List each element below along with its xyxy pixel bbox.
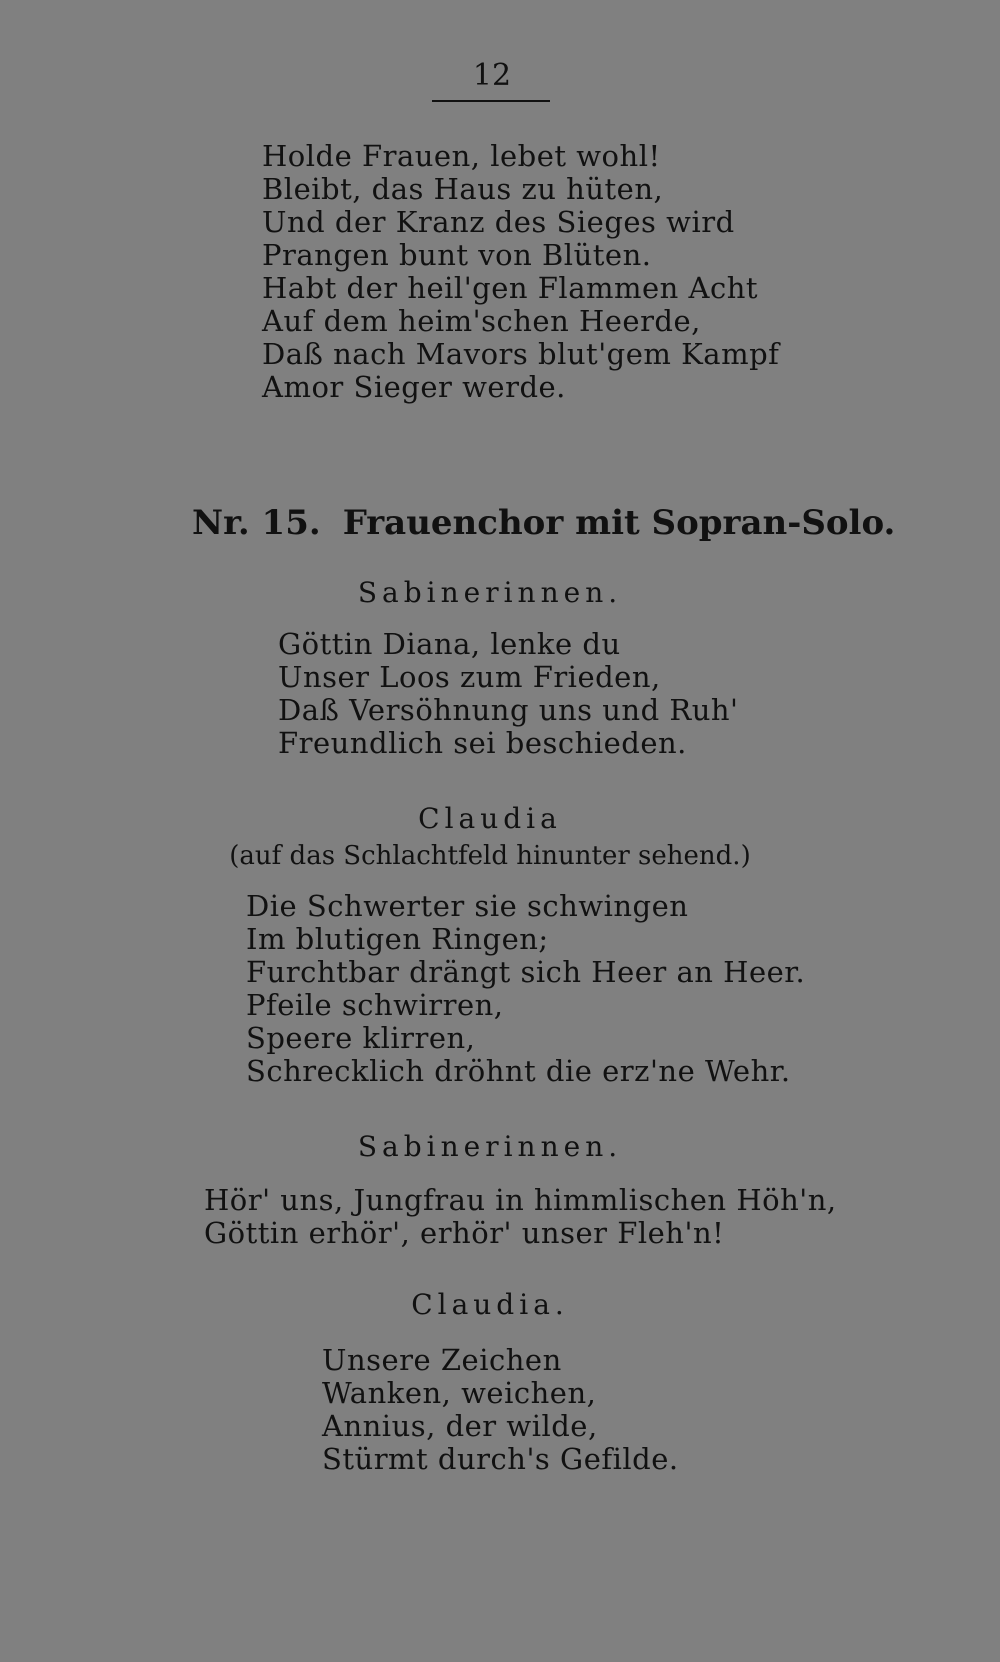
verse-line: Habt der heil'gen Flammen Acht [262, 271, 759, 305]
verse-line: Die Schwerter sie schwingen [246, 889, 689, 923]
stanza-farewell [262, 140, 779, 404]
speaker-sabinerinnen: Sabinerinnen. [357, 1130, 623, 1163]
verse-line: Freundlich sei beschieden. [278, 726, 687, 760]
verse-line: Und der Kranz des Sieges wird [262, 205, 735, 239]
verse-line: Holde Frauen, lebet wohl! [262, 139, 661, 173]
stanza-sabinerinnen-2 [204, 1184, 837, 1250]
verse-line: Speere klirren, [246, 1021, 476, 1055]
verse-line: Bleibt, das Haus zu hüten, [262, 172, 664, 206]
verse-line: Göttin erhör', erhör' unser Fleh'n! [204, 1216, 725, 1250]
page-number-rule [432, 100, 550, 102]
verse-line: Unsere Zeichen [322, 1343, 562, 1377]
verse-line: Pfeile schwirren, [246, 988, 504, 1022]
verse-line: Göttin Diana, lenke du [278, 627, 621, 661]
verse-line: Schrecklich dröhnt die erz'ne Wehr. [246, 1054, 791, 1088]
verse-line: Im blutigen Ringen; [246, 922, 549, 956]
stanza-claudia-1 [246, 890, 805, 1088]
verse-line: Annius, der wilde, [322, 1409, 598, 1443]
verse-line: Furchtbar drängt sich Heer an Heer. [246, 955, 806, 989]
verse-line: Prangen bunt von Blüten. [262, 238, 652, 272]
section-number: Nr. 15. [192, 503, 321, 543]
verse-line: Stürmt durch's Gefilde. [322, 1442, 679, 1476]
speaker-claudia: Claudia. [411, 1288, 569, 1321]
speaker-claudia: Claudia [418, 802, 562, 835]
verse-line: Auf dem heim'schen Heerde, [262, 304, 701, 338]
stage-direction: (auf das Schlachtfeld hinunter sehend.) [229, 841, 751, 871]
section-heading [192, 502, 895, 544]
verse-line: Unser Loos zum Frieden, [278, 660, 661, 694]
speaker-sabinerinnen: Sabinerinnen. [357, 576, 623, 609]
page-number: 12 [472, 58, 512, 93]
verse-line: Daß nach Mavors blut'gem Kampf [262, 337, 780, 371]
verse-line: Wanken, weichen, [322, 1376, 597, 1410]
section-title: Frauenchor mit Sopran-Solo. [342, 503, 896, 543]
verse-line: Hör' uns, Jungfrau in himmlischen Höh'n, [204, 1183, 837, 1217]
stanza-claudia-2 [322, 1344, 679, 1476]
verse-line: Daß Versöhnung uns und Ruh' [278, 693, 739, 727]
stanza-sabinerinnen-1 [278, 628, 739, 760]
verse-line: Amor Sieger werde. [262, 370, 566, 404]
